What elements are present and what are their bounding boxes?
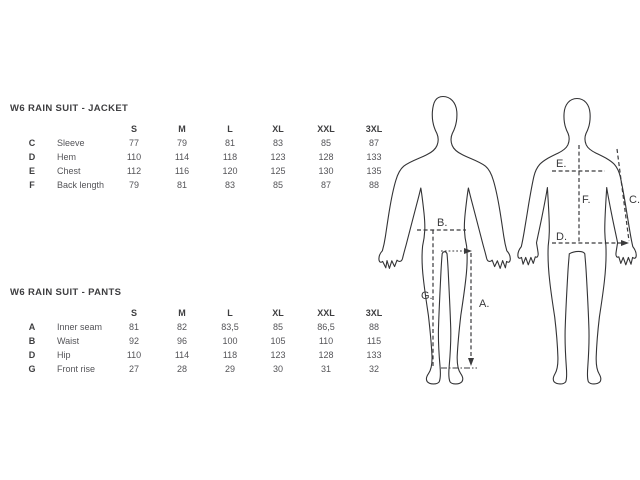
measurement-figures-diagram <box>378 88 640 400</box>
front-body-figure <box>379 97 510 384</box>
measure-label: Front rise <box>57 364 96 374</box>
measure-value: 81 <box>176 180 187 190</box>
measure-value: 123 <box>270 152 286 162</box>
measure-value: 87 <box>368 138 379 148</box>
measure-value: 85 <box>272 322 283 332</box>
size-column-header: XXL <box>317 308 335 318</box>
size-column-header: S <box>130 124 137 134</box>
measure-label: Hem <box>57 152 77 162</box>
pants-header-row <box>12 306 398 320</box>
measure-letter: B <box>28 336 36 346</box>
jacket-header-row <box>12 122 398 136</box>
measure-value: 79 <box>128 180 139 190</box>
measure-value: 128 <box>318 152 334 162</box>
measure-value: 83 <box>272 138 283 148</box>
size-column-header: 3XL <box>365 308 383 318</box>
measure-value: 112 <box>126 166 142 176</box>
measure-letter: C <box>28 138 36 148</box>
measure-value: 30 <box>272 364 283 374</box>
table-row <box>12 334 398 348</box>
table-row <box>12 348 398 362</box>
table-row <box>12 362 398 376</box>
measure-value: 79 <box>176 138 187 148</box>
back-body-figure <box>518 99 636 384</box>
measure-letter: F <box>29 180 35 190</box>
hem-label: D. <box>556 231 567 243</box>
measure-label: Back length <box>57 180 105 190</box>
measure-value: 81 <box>224 138 235 148</box>
measure-value: 85 <box>272 180 283 190</box>
measure-letter: D <box>28 350 36 360</box>
measure-value: 114 <box>174 350 190 360</box>
header-spacer <box>12 306 52 320</box>
measure-value: 83,5 <box>221 322 239 332</box>
table-row <box>12 136 398 150</box>
size-column-header: M <box>178 308 186 318</box>
measure-value: 96 <box>176 336 187 346</box>
measure-value: 87 <box>320 180 331 190</box>
measure-value: 86,5 <box>317 322 335 332</box>
chest-label: E. <box>556 158 567 170</box>
table-row <box>12 320 398 334</box>
measure-value: 133 <box>366 152 382 162</box>
measure-value: 110 <box>318 336 334 346</box>
size-column-header: L <box>227 308 233 318</box>
measure-value: 85 <box>320 138 331 148</box>
measure-value: 128 <box>318 350 334 360</box>
header-spacer <box>52 122 110 136</box>
front-rise-label: G. <box>421 290 433 302</box>
measure-value: 88 <box>368 180 379 190</box>
measure-value: 100 <box>222 336 238 346</box>
measure-letter: E <box>28 166 35 176</box>
size-column-header: XL <box>272 308 284 318</box>
measure-label: Waist <box>57 336 80 346</box>
inner-seam-bottom-arrow <box>468 358 474 366</box>
pants-size-table <box>12 306 398 376</box>
measure-value: 130 <box>318 166 334 176</box>
measure-value: 105 <box>270 336 286 346</box>
measure-letter: A <box>28 322 36 332</box>
size-column-header: M <box>178 124 186 134</box>
table-row <box>12 164 398 178</box>
waist-label: B. <box>437 217 448 229</box>
jacket-section-title: W6 RAIN SUIT - JACKET <box>10 103 129 114</box>
header-spacer <box>52 306 110 320</box>
measure-label: Sleeve <box>57 138 85 148</box>
measure-value: 88 <box>368 322 379 332</box>
measure-value: 83 <box>224 180 235 190</box>
measure-value: 110 <box>126 152 142 162</box>
table-row <box>12 178 398 192</box>
measure-letter: D <box>28 152 36 162</box>
back-length-label: F. <box>582 194 591 206</box>
measure-value: 81 <box>128 322 139 332</box>
size-column-header: XXL <box>317 124 335 134</box>
measure-value: 110 <box>126 350 142 360</box>
header-spacer <box>12 122 52 136</box>
table-row <box>12 150 398 164</box>
measure-value: 77 <box>128 138 139 148</box>
inner-seam-label: A. <box>479 298 490 310</box>
measure-value: 32 <box>368 364 379 374</box>
measure-value: 123 <box>270 350 286 360</box>
size-column-header: S <box>130 308 137 318</box>
measure-value: 118 <box>222 350 238 360</box>
measure-label: Chest <box>57 166 81 176</box>
measure-letter: G <box>28 364 36 374</box>
measure-value: 92 <box>128 336 139 346</box>
measure-value: 125 <box>270 166 286 176</box>
measure-value: 135 <box>366 166 382 176</box>
size-column-header: L <box>227 124 233 134</box>
size-column-header: XL <box>272 124 284 134</box>
jacket-size-table <box>12 122 398 192</box>
measure-value: 28 <box>176 364 187 374</box>
measure-value: 82 <box>176 322 187 332</box>
size-column-header: 3XL <box>365 124 383 134</box>
measure-label: Inner seam <box>57 322 103 332</box>
measure-value: 120 <box>222 166 238 176</box>
measure-value: 116 <box>174 166 190 176</box>
pants-section-title: W6 RAIN SUIT - PANTS <box>10 287 122 298</box>
measure-value: 27 <box>128 364 139 374</box>
measure-value: 114 <box>174 152 190 162</box>
measure-label: Hip <box>57 350 71 360</box>
sleeve-label: C. <box>629 194 640 206</box>
measure-value: 31 <box>320 364 331 374</box>
measure-value: 29 <box>224 364 235 374</box>
measure-value: 133 <box>366 350 382 360</box>
measure-value: 118 <box>222 152 238 162</box>
measure-value: 115 <box>366 336 382 346</box>
